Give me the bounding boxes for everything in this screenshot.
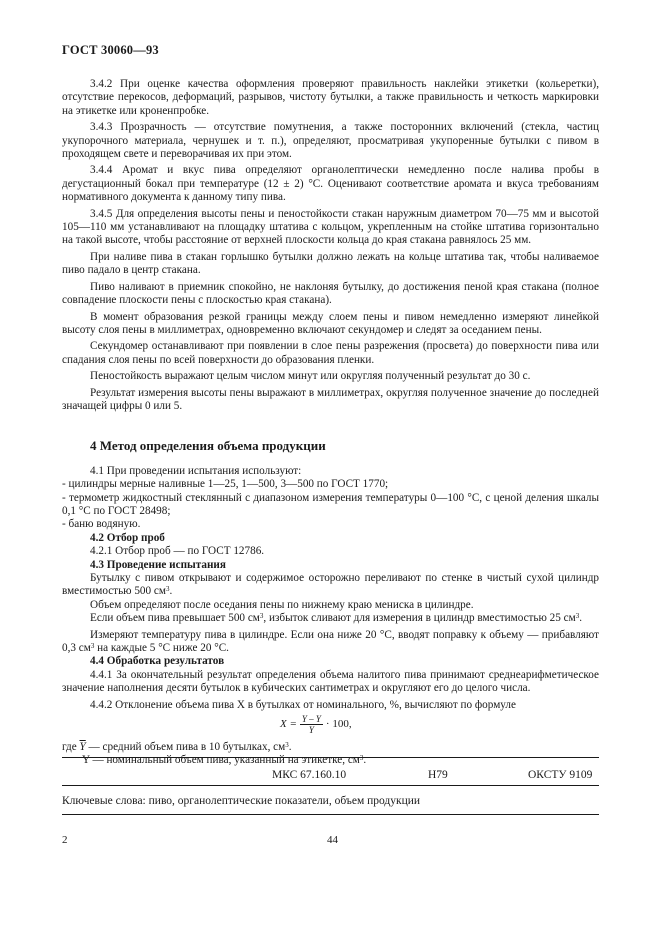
formula-lhs: X = [280, 717, 297, 730]
formula-fraction [300, 714, 323, 735]
keywords-line: Ключевые слова: пиво, органолептические показатели, объем продукции [62, 795, 421, 807]
paragraph-foam-height: Результат измерения высоты пены выражают в миллиметрах, округляя полученное значение до последней значащей цифры 0 или 5. [62, 386, 599, 412]
footer-top-rule [62, 757, 599, 758]
subheading-4-4: 4.4 Обработка результатов [90, 655, 225, 668]
paragraph-4-3-temperature: Измеряют температуру пива в цилиндре. Если она ниже 20 °С, вводят поправку к объему — прибавляют 0,3 $см^3$ на каждые 5 °С ниже 20 °С. [62, 628, 599, 655]
paragraph-3-4-3: 3.4.3 Прозрачность — отсутствие помутнения, а также посторонних включений (стекла, частиц укупорочного материала, чернушек и т. п.), определяют, просматривая укупоренные бутылки с пивом в проходящем свете и переворачивая их при этом. [62, 121, 599, 161]
footer-middle-rule [62, 785, 599, 786]
paragraph-stopwatch: Секундомер останавливают при появлении в слое пены разрежения (просвета) до поверхности пива или спадания слоя пены по всей поверхности до образования пленки. [62, 340, 599, 366]
section-4-heading: 4 Метод определения объема продукции [90, 438, 326, 454]
page-number-center: 44 [327, 834, 338, 846]
list-item: - баню водяную. [62, 518, 141, 531]
okstu-code: ОКСТУ 9109 [528, 769, 593, 781]
paragraph-4-3-pour: Бутылку с пивом открывают и содержимое осторожно переливают по стенке в чистый сухой цилиндр вместимостью 500 $см^3$. [62, 572, 599, 598]
paragraph-3-4-5: 3.4.5 Для определения высоты пены и пеностойкости стакан наружным диаметром 70—75 мм и высотой 105—110 мм устанавливают на площадку штатива с кольцом, укрепленным на стойке штатива горизонтально на такой высоте, чтобы расстояние от верхней плоскости кольца до края стакана равнялось 25 мм. [62, 207, 599, 247]
classification-code: Н79 [428, 769, 448, 781]
where-mean-volume: где $\overline{Y}$ — средний объем пива в 10 бутылках, $см^3$. [62, 741, 292, 754]
deviation-formula [280, 714, 599, 735]
subheading-4-3: 4.3 Проведение испытания [90, 558, 226, 571]
paragraph-4-3-volume: Объем определяют после оседания пены по нижнему краю мениска в цилиндре. [90, 598, 474, 611]
paragraph-3-4-4: 3.4.4 Аромат и вкус пива определяют органолептически немедленно после налива пробы в дегустационный бокал при температуре (12 ± 2) °С. Оценивают соответствие аромата и вкуса требованиям нормативного документа к данному типу пива. [62, 164, 599, 204]
paragraph-3-4-2: 3.4.2 При оценке качества оформления проверяют правильность наклейки этикетки (кольеретки), отсутствие перекосов, деформаций, разрывов, чистоту бутылки, а также правильность и четкость маркировки на этикетке или кроненпробке. [62, 78, 599, 117]
formula-tail: · 100, [325, 717, 352, 730]
paragraph-4-1: 4.1 При проведении испытания используют: [90, 464, 302, 477]
footer-bottom-rule [62, 814, 599, 815]
page-number-left: 2 [62, 834, 68, 846]
formula-numerator: Y – Y [301, 714, 321, 725]
mks-code: МКС 67.160.10 [272, 769, 347, 781]
where-nominal-volume: Y — номинальный объем пива, указанный на этикетке, $см^3$. [82, 754, 367, 767]
paragraph-pour-calm: Пиво наливают в приемник спокойно, не наклоняя бутылку, до достижения пеной края стакана (полное совпадение плоскости пены с плоскостью края стакана). [62, 280, 599, 307]
paragraph-measure: В момент образования резкой границы между слоем пены и пивом немедленно измеряют линейкой высоту слоя пены в миллиметрах, одновременно включают секундомер и следят за оседанием пены. [62, 310, 599, 336]
mean-volume-symbol: $\overline{Y}$ [79, 741, 86, 754]
paragraph-pour: При наливе пива в стакан горлышко бутылки должно лежать на кольце штатива так, чтобы наливаемое пиво падало в центр стакана. [62, 250, 599, 277]
paragraph-4-4-1: 4.4.1 За окончательный результат определения объема налитого пива принимают среднеарифметическое значение наполнения десяти бутылок в кубических сантиметрах и округляют его до целого числа. [62, 668, 599, 695]
paragraph-4-2-1: 4.2.1 Отбор проб — по ГОСТ 12786. [90, 545, 265, 558]
paragraph-4-3-excess: Если объем пива превышает 500 $см^3$, избыток сливают для измерения в цилиндр вместимостью 25 $см^3$. [90, 612, 583, 625]
paragraph-foam-stability: Пеностойкость выражают целым числом минут или округляя полученный результат до 30 с. [90, 370, 531, 383]
document-body [62, 78, 599, 768]
subheading-4-2: 4.2 Отбор проб [90, 531, 165, 544]
paragraph-4-4-2: 4.4.2 Отклонение объема пива X в бутылках от номинального, %, вычисляют по формуле [90, 698, 516, 711]
list-item: - цилиндры мерные наливные 1—25, 1—500, 3—500 по ГОСТ 1770; [62, 478, 389, 491]
formula-denominator: Y [308, 725, 314, 736]
list-item: - термометр жидкостный стеклянный с диапазоном измерения температуры 0—100 °С, с ценой деления шкалы 0,1 °С по ГОСТ 28498; [62, 491, 599, 517]
document-header-title: ГОСТ 30060—93 [62, 43, 159, 57]
